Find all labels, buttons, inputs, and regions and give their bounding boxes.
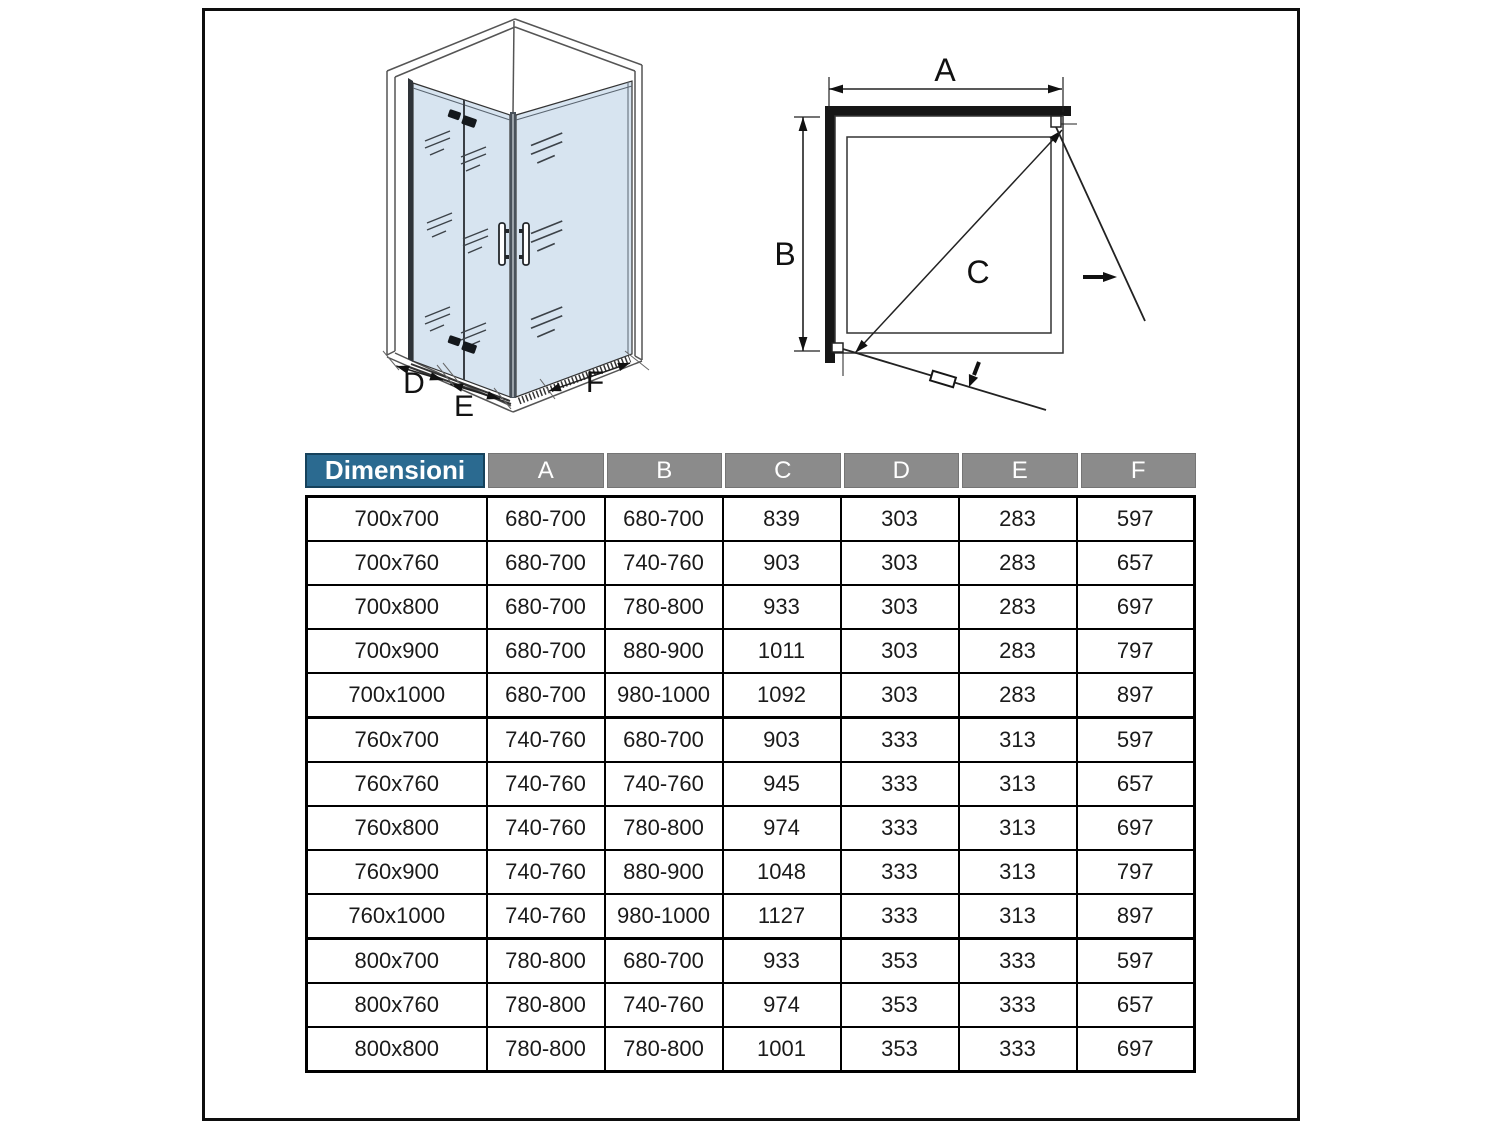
table-cell: 680-700 xyxy=(487,585,605,629)
table-header-row xyxy=(305,453,1196,484)
table-cell: 353 xyxy=(841,983,959,1027)
table-cell: 680-700 xyxy=(487,497,605,542)
table-cell: 303 xyxy=(841,541,959,585)
table-cell: 333 xyxy=(841,762,959,806)
table-row xyxy=(307,629,1195,673)
table-cell: 303 xyxy=(841,585,959,629)
table-cell: 760x700 xyxy=(307,718,487,763)
table-cell: 283 xyxy=(959,629,1077,673)
dimension-c xyxy=(855,130,1062,353)
table-cell: 303 xyxy=(841,629,959,673)
door-handle-marker xyxy=(930,371,956,387)
table-cell: 780-800 xyxy=(605,806,723,850)
table-cell: 333 xyxy=(841,850,959,894)
table-cell: 780-800 xyxy=(487,1027,605,1072)
table-cell: 597 xyxy=(1077,718,1195,763)
table-row xyxy=(307,850,1195,894)
table-cell: 760x800 xyxy=(307,806,487,850)
table-cell: 283 xyxy=(959,673,1077,718)
table-cell: 700x900 xyxy=(307,629,487,673)
table-row xyxy=(307,894,1195,939)
table-cell: 897 xyxy=(1077,894,1195,939)
table-header-c: C xyxy=(725,453,841,488)
dimension-a xyxy=(829,52,1063,112)
swing-direction-arrow-right xyxy=(1103,272,1117,282)
table-cell: 680-700 xyxy=(605,718,723,763)
table-cell: 353 xyxy=(841,939,959,984)
table-cell: 597 xyxy=(1077,939,1195,984)
table-cell: 780-800 xyxy=(605,1027,723,1072)
table-row xyxy=(307,585,1195,629)
table-cell: 933 xyxy=(723,939,841,984)
table-cell: 1092 xyxy=(723,673,841,718)
table-row xyxy=(307,806,1195,850)
dimension-label-a: A xyxy=(934,52,956,88)
table-cell: 657 xyxy=(1077,762,1195,806)
table-cell: 800x800 xyxy=(307,1027,487,1072)
table-cell: 903 xyxy=(723,718,841,763)
table-cell: 880-900 xyxy=(605,850,723,894)
table-cell: 700x800 xyxy=(307,585,487,629)
door-swing-right xyxy=(1051,116,1145,321)
content-frame xyxy=(202,8,1300,1121)
shower-isometric-diagram xyxy=(333,13,713,433)
table-header-b: B xyxy=(607,453,723,488)
table-cell: 880-900 xyxy=(605,629,723,673)
table-cell: 760x1000 xyxy=(307,894,487,939)
table-cell: 333 xyxy=(959,983,1077,1027)
table-cell: 680-700 xyxy=(487,673,605,718)
table-cell: 353 xyxy=(841,1027,959,1072)
table-cell: 313 xyxy=(959,850,1077,894)
table-cell: 597 xyxy=(1077,497,1195,542)
table-cell: 303 xyxy=(841,497,959,542)
table-cell: 680-700 xyxy=(605,497,723,542)
table-cell: 797 xyxy=(1077,629,1195,673)
table-cell: 800x760 xyxy=(307,983,487,1027)
table-row xyxy=(307,983,1195,1027)
walls xyxy=(825,106,1071,363)
table-cell: 313 xyxy=(959,894,1077,939)
table-header-d: D xyxy=(844,453,960,488)
table-cell: 680-700 xyxy=(605,939,723,984)
dimension-label-f: F xyxy=(585,366,605,399)
table-cell: 313 xyxy=(959,762,1077,806)
table-cell: 974 xyxy=(723,983,841,1027)
dimension-label-e: E xyxy=(453,390,475,423)
table-cell: 974 xyxy=(723,806,841,850)
table-cell: 760x760 xyxy=(307,762,487,806)
table-cell: 740-760 xyxy=(487,806,605,850)
table-cell: 333 xyxy=(841,894,959,939)
table-cell: 740-760 xyxy=(487,894,605,939)
table-row xyxy=(307,762,1195,806)
table-cell: 333 xyxy=(841,718,959,763)
table-cell: 697 xyxy=(1077,806,1195,850)
table-cell: 313 xyxy=(959,806,1077,850)
table-cell: 313 xyxy=(959,718,1077,763)
table-cell: 697 xyxy=(1077,585,1195,629)
table-row xyxy=(307,673,1195,718)
table-cell: 780-800 xyxy=(487,939,605,984)
table-cell: 333 xyxy=(959,1027,1077,1072)
table-cell: 700x760 xyxy=(307,541,487,585)
table-cell: 1001 xyxy=(723,1027,841,1072)
table-cell: 933 xyxy=(723,585,841,629)
table-body xyxy=(307,497,1195,1072)
table-cell: 283 xyxy=(959,585,1077,629)
table-cell: 839 xyxy=(723,497,841,542)
dimension-b xyxy=(774,117,820,351)
table-header-dimensioni: Dimensioni xyxy=(305,453,485,488)
table-cell: 740-760 xyxy=(605,762,723,806)
table-cell: 657 xyxy=(1077,541,1195,585)
table-cell: 780-800 xyxy=(487,983,605,1027)
table-cell: 333 xyxy=(841,806,959,850)
table-cell: 740-760 xyxy=(605,541,723,585)
table-cell: 740-760 xyxy=(605,983,723,1027)
table-cell: 797 xyxy=(1077,850,1195,894)
table-cell: 680-700 xyxy=(487,629,605,673)
table-cell: 903 xyxy=(723,541,841,585)
dimensions-table xyxy=(305,453,1196,1073)
table-cell: 980-1000 xyxy=(605,894,723,939)
table-row xyxy=(307,939,1195,984)
table-header-e: E xyxy=(962,453,1078,488)
hinge-top-right xyxy=(1051,116,1061,127)
table-cell: 1127 xyxy=(723,894,841,939)
table-cell: 740-760 xyxy=(487,762,605,806)
table-cell: 700x1000 xyxy=(307,673,487,718)
shower-top-view-diagram xyxy=(763,33,1193,433)
table-cell: 700x700 xyxy=(307,497,487,542)
table-body-grid xyxy=(305,495,1196,1073)
table-cell: 740-760 xyxy=(487,850,605,894)
table-cell: 697 xyxy=(1077,1027,1195,1072)
table-row xyxy=(307,497,1195,542)
table-cell: 760x900 xyxy=(307,850,487,894)
table-cell: 657 xyxy=(1077,983,1195,1027)
table-cell: 283 xyxy=(959,541,1077,585)
table-header-f: F xyxy=(1081,453,1197,488)
dimension-label-c: C xyxy=(966,254,990,290)
table-cell: 303 xyxy=(841,673,959,718)
table-cell: 980-1000 xyxy=(605,673,723,718)
dimension-label-b: B xyxy=(774,236,796,272)
tray-outline xyxy=(835,116,1063,353)
table-cell: 945 xyxy=(723,762,841,806)
table-cell: 333 xyxy=(959,939,1077,984)
dimension-label-d: D xyxy=(403,367,425,400)
table-row xyxy=(307,541,1195,585)
table-cell: 283 xyxy=(959,497,1077,542)
table-cell: 897 xyxy=(1077,673,1195,718)
table-header-a: A xyxy=(488,453,604,488)
table-cell: 740-760 xyxy=(487,718,605,763)
table-cell: 1011 xyxy=(723,629,841,673)
swing-direction-arrow-bottom xyxy=(969,374,978,387)
table-cell: 1048 xyxy=(723,850,841,894)
table-row xyxy=(307,1027,1195,1072)
table-row xyxy=(307,718,1195,763)
dimension-d xyxy=(396,366,443,400)
table-cell: 780-800 xyxy=(605,585,723,629)
hinge-bottom-left xyxy=(832,343,843,352)
table-cell: 800x700 xyxy=(307,939,487,984)
table-cell: 680-700 xyxy=(487,541,605,585)
